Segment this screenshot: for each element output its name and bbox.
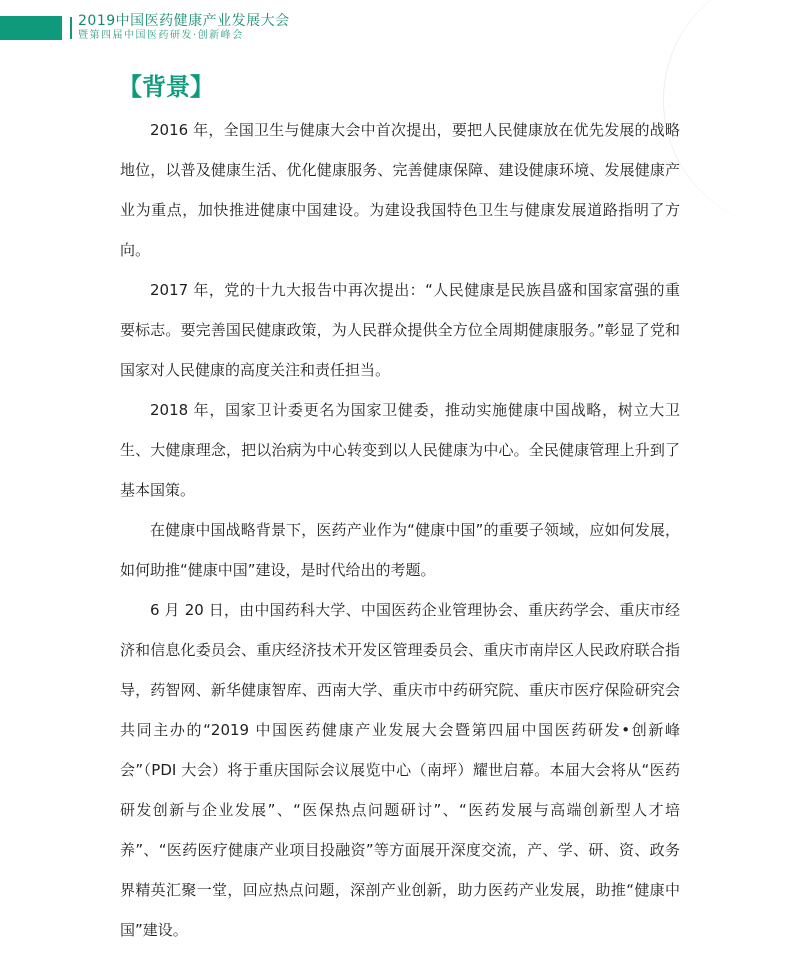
paragraph-2016: 2016 年，全国卫生与健康大会中首次提出，要把人民健康放在优先发展的战略地位，以普及健康生活、优化健康服务、完善健康保障、建设健康环境、发展健康产业为重点，加快推进健康中国建设。为建设我国特色卫生与健康发展道路指明了方向。 (120, 121, 680, 259)
header-color-band (0, 16, 62, 40)
paragraph-strategy: 在健康中国战略背景下，医药产业作为“健康中国”的重要子领域，应如何发展，如何助推“健康中国”建设，是时代给出的考题。 (120, 521, 680, 579)
header-subtitle: 暨第四届中国医药研发·创新峰会 (78, 30, 244, 41)
paragraph-2017: 2017 年，党的十九大报告中再次提出：“人民健康是民族昌盛和国家富强的重要标志。要完善国民健康政策，为人民群众提供全方位全周期健康服务。”彰显了党和国家对人民健康的高度关注和责任担当。 (120, 281, 680, 379)
decorative-corner-curve (663, 0, 794, 230)
paragraph-2018: 2018 年，国家卫计委更名为国家卫健委，推动实施健康中国战略，树立大卫生、大健康理念，把以治病为中心转变到以人民健康为中心。全民健康管理上升到了基本国策。 (120, 401, 680, 499)
body-content (120, 110, 680, 950)
header-title: 2019中国医药健康产业发展大会 (78, 13, 290, 29)
paragraph-conference: 6 月 20 日，由中国药科大学、中国医药企业管理协会、重庆药学会、重庆市经济和信息化委员会、重庆经济技术开发区管理委员会、重庆市南岸区人民政府联合指导，药智网、新华健康智库、西南大学、重庆市中药研究院、重庆市医疗保险研究会共同主办的“2019 中国医药健康产业发展大会暨第四届中国医药研发•创新峰会”（PDI 大会）将于重庆国际会议展览中心（南坪）耀世启幕。本届大会将从“医药研发创新与企业发展”、“医保热点问题研讨”、“医药发展与高端创新型人才培养”、“医药医疗健康产业项目投融资”等方面展开深度交流，产、学、研、资、政务界精英汇聚一堂，回应热点问题，深剖产业创新，助力医药产业发展，助推“健康中国”建设。 (120, 601, 680, 939)
section-heading: 【背景】 (118, 73, 214, 101)
header-divider (70, 17, 72, 39)
